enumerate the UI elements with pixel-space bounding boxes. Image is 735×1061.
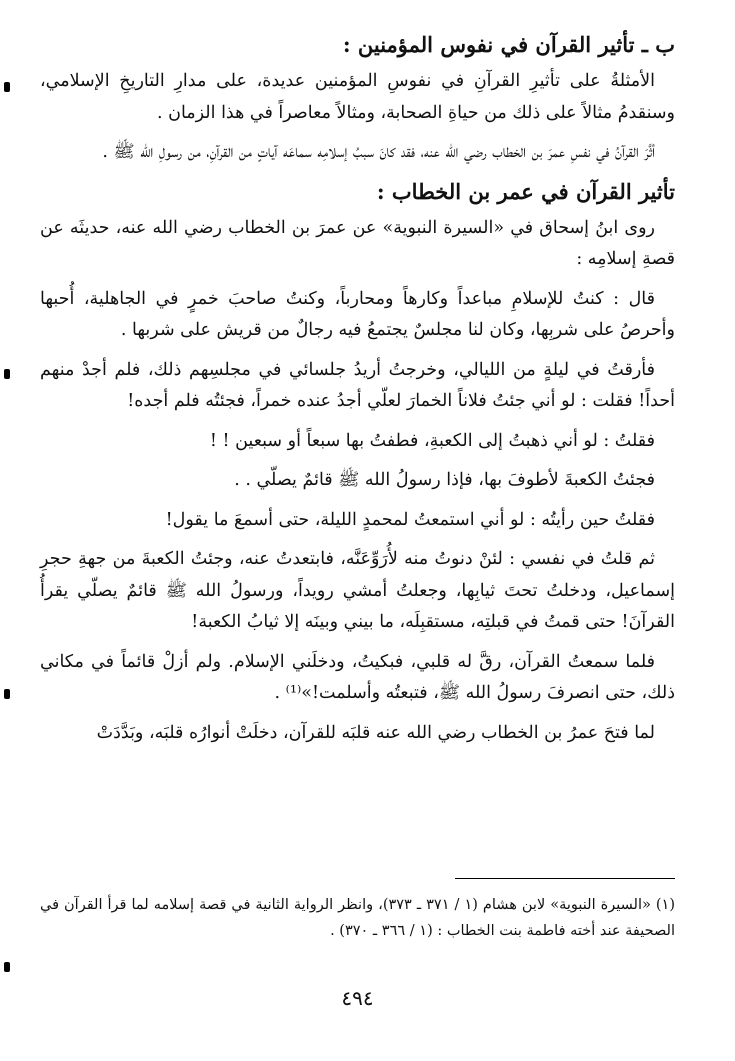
paragraph-2: أثَّرَ القرآنُ في نفسِ عمرَ بن الخطاب رضي الله عنه، فقد كانَ سببُ إسلامِه سماعَه آياتٍ من القرآنِ، من رسولِ الله ﷺ . [102,142,655,162]
paragraph-6: فقلتُ : لو أني ذهبتُ إلى الكعبةِ، فطفتُ بها سبعاً أو سبعين ! ! [209,430,655,451]
section-heading: ب ـ تأثير القرآن في نفوس المؤمنين : [342,32,675,57]
page-number: ٤٩٤ [341,986,374,1010]
scan-margin-mark [4,82,10,92]
paragraph-1: الأمثلةُ على تأثيرِ القرآنِ في نفوسِ المؤمنين عديدة، على مدارِ التاريخِ الإسلامي، وسنقدمُ مثالاً على ذلك من حياةِ الصحابة، ومثالاً معاصراً في هذا الزمان . [40,71,675,123]
paragraph-10: فلما سمعتُ القرآن، رقَّ له قلبي، فبكيتُ، ودخلَني الإسلام. ولم أزلْ قائماً في مكاني ذلك، حتى انصرفَ رسولُ الله ﷺ، فتبعتُه وأسلمت!»⁽¹⁾ . [40,651,675,703]
page-body [40,30,675,1061]
paragraph-9: ثم قلتُ في نفسي : لئنْ دنوتُ منه لأُرَوِّعَنَّه، فابتعدتُ عنه، وجئتُ الكعبةَ من جهةِ حجرِ إسماعيل، ودخلتُ تحتَ ثيابِها، وجعلتُ أمشي رويداً، ورسولُ الله ﷺ قائمٌ يصلّي يقرأُ القرآنَ! حتى قمتُ في قبلتِه، مستقبِلَه، ما بيني وبينَه إلا ثيابُ الكعبة! [40,549,675,632]
paragraph-3: روى ابنُ إسحاق في «السيرة النبوية» عن عمرَ بن الخطاب رضي الله عنه، حديثَه عن قصةِ إسلامِه : [40,217,675,269]
paragraph-7: فجئتُ الكعبةَ لأطوفَ بها، فإذا رسولُ الله ﷺ قائمٌ يصلّي . . [234,470,655,490]
paragraph-5: فأرقتُ في ليلةٍ من الليالي، وخرجتُ أريدُ جلسائي في مجلسِهم ذلك، فلم أجدْ منهم أحداً! فقلت : لو أني جئتُ فلاناً الخمارَ لعلّي أجدُ عنده خمراً، فجئتُه فلم أجده! [40,359,675,411]
paragraph-8: فقلتُ حين رأيتُه : لو أني استمعتُ لمحمدٍ الليلة، حتى أسمعَ ما يقول! [165,509,655,530]
footnote: (١) «السيرة النبوية» لابن هشام (١ / ٣٧١ ـ ٣٧٣)، وانظر الرواية الثانية في قصة إسلامه لما قرأ القرآن في الصحيفة عند أخته فاطمة بنت الخطاب : (١ / ٣٦٦ ـ ٣٧٠) . [40,897,676,939]
scan-margin-mark [4,689,10,699]
paragraph-11: لما فتحَ عمرُ بن الخطاب رضي الله عنه قلبَه للقرآن، دخلَتْ أنوارُه قلبَه، وبَدَّدَتْ [96,722,655,743]
scan-margin-mark [4,962,10,972]
subsection-heading: تأثير القرآن في عمر بن الخطاب : [376,178,675,204]
scan-margin-mark [4,369,10,379]
footnote-separator [455,878,675,879]
paragraph-4: قال : كنتُ للإسلامِ مباعداً وكارهاً ومحارباً، وكنتُ صاحبَ خمرٍ في الجاهلية، أُحبها وأحرصُ على شربِها، وكان لنا مجلسٌ يجتمعُ فيه رجالٌ من قريش على شربها . [40,288,675,340]
